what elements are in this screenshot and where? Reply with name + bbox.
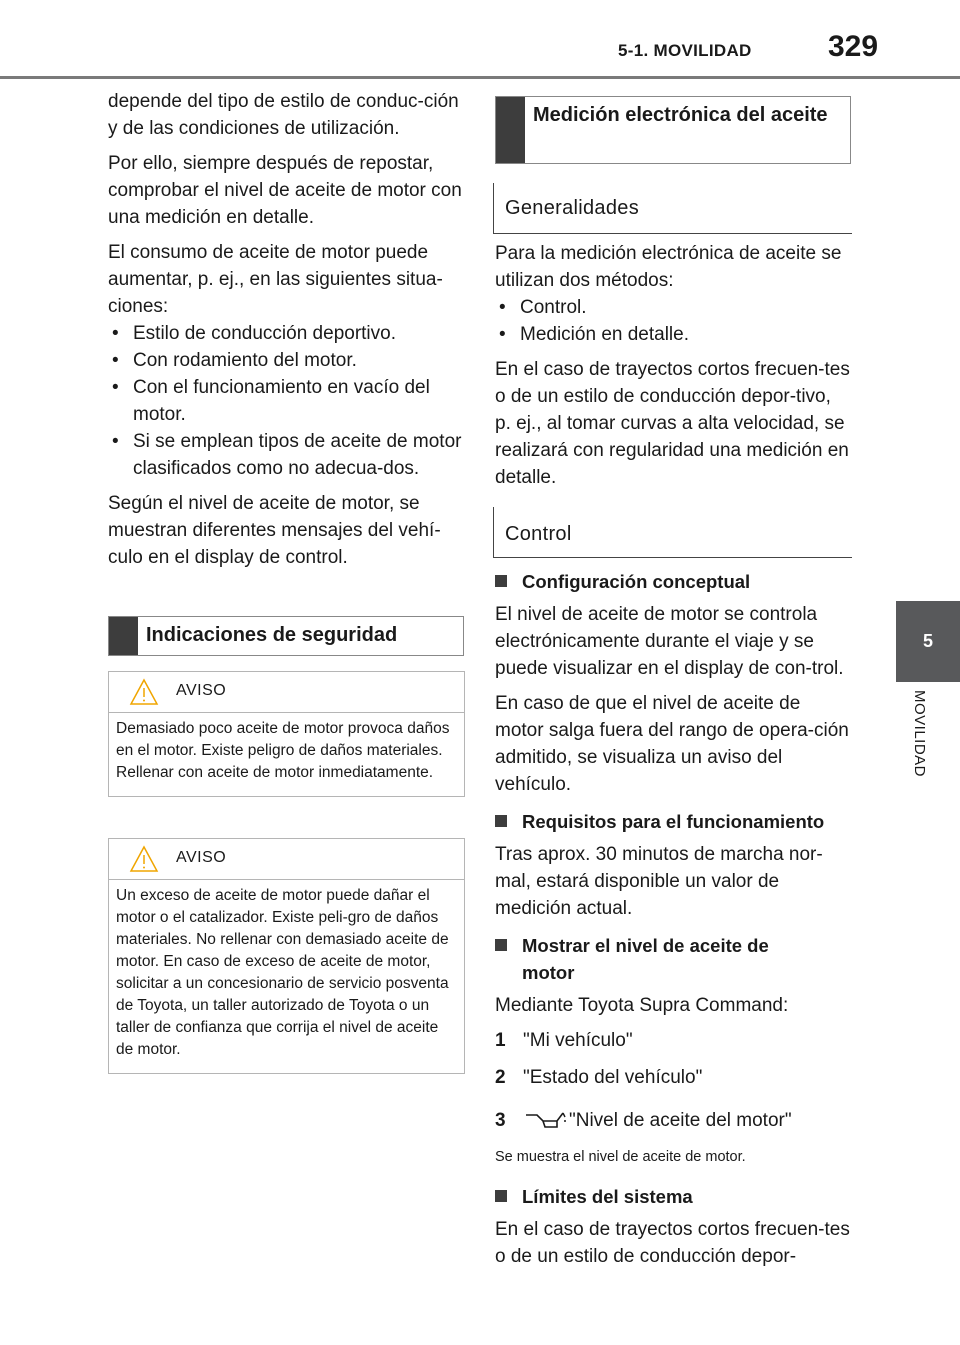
step-number: 3 [495,1110,506,1131]
list-item: • Control. [495,294,851,321]
step-number: 2 [495,1067,506,1088]
warning-label: AVISO [176,682,227,699]
section-marker [109,617,138,655]
section-header: 5-1. MOVILIDAD [618,41,752,60]
oil-can-icon [523,1109,567,1131]
paragraph: Para la medición electrónica de aceite se utilizan dos métodos: [495,243,842,291]
paragraph: El consumo de aceite de motor puede aumentar, p. ej., en las siguientes situa-ciones: [108,242,443,317]
warning-label: AVISO [176,849,227,866]
step-item [495,1027,851,1054]
warning-box [108,671,465,797]
paragraph: Tras aprox. 30 minutos de marcha nor-mal, estará disponible un valor de medición actual. [495,844,823,919]
list-item: • Si se emplean tipos de aceite de motor clasificados como no adecua-dos. [108,428,464,482]
subheading-generalidades [493,183,852,234]
bullet-list [108,320,464,482]
bullet-list [495,294,851,348]
warning-text: Demasiado poco aceite de motor provoca daños en el motor. Existe peligro de daños materiales. Rellenar con aceite de motor inmediatamente. [116,720,450,781]
subsection-heading: Requisitos para el funcionamiento [495,808,851,835]
step-item [495,1064,851,1091]
list-item: • Estilo de conducción deportivo. [108,320,464,347]
right-column-control [495,568,851,1278]
warning-header [109,672,464,713]
paragraph: Mediante Toyota Supra Command: [495,995,789,1016]
subheading-control [493,507,852,558]
warning-box [108,838,465,1074]
section-title: Indicaciones de seguridad [146,624,398,646]
paragraph: depende del tipo de estilo de conduc-ción y de las condiciones de utilización. [108,91,459,139]
right-column-general [495,240,851,499]
paragraph: Por ello, siempre después de repostar, comprobar el nivel de aceite de motor con una medición en detalle. [108,153,462,228]
warning-text: Un exceso de aceite de motor puede dañar el motor o el catalizador. Existe peli-gro de daños materiales. No rellenar con demasiado aceite de motor. En caso de exceso de aceite de motor, solicitar a un concesionario de servicio posventa de Toyota, un taller autorizado de Toyota o un taller de confianza que corrija el nivel de aceite de motor. [116,887,449,1058]
note: Se muestra el nivel de aceite de motor. [495,1149,746,1165]
paragraph: En caso de que el nivel de aceite de motor salga fuera del rango de opera-ción admitido, se visualiza un aviso del vehículo. [495,693,849,795]
subsection-heading: Mostrar el nivel de aceite de motor [495,932,811,986]
paragraph: En el caso de trayectos cortos frecuen-tes o de un estilo de conducción depor- [495,1219,850,1267]
list-item: • Con rodamiento del motor. [108,347,464,374]
subheading-text: Control [505,523,572,545]
step-text: "Mi vehículo" [523,1030,633,1051]
subsection-heading: Límites del sistema [495,1183,851,1210]
subsection-heading: Configuración conceptual [495,568,851,595]
paragraph: Según el nivel de aceite de motor, se muestran diferentes mensajes del vehí-culo en el display de control. [108,493,441,568]
step-text: "Estado del vehículo" [523,1067,703,1088]
warning-triangle-icon [129,845,159,873]
subheading-text: Generalidades [505,197,639,219]
chapter-tab: 5 [896,601,960,682]
warning-triangle-icon [129,678,159,706]
step-item [495,1107,851,1134]
list-item: • Con el funcionamiento en vacío del motor. [108,374,464,428]
section-title: Medición electrónica del aceite [533,104,828,126]
list-item: • Medición en detalle. [495,321,851,348]
chapter-label [903,690,943,810]
paragraph: En el caso de trayectos cortos frecuen-tes o de un estilo de conducción depor-tivo, p. ej., al tomar curvas a alta velocidad, se realizará con regularidad una medición en detalle. [495,359,850,488]
warning-header [109,839,464,880]
section-marker [496,97,525,163]
left-column [108,88,464,579]
step-text: "Nivel de aceite del motor" [569,1110,792,1131]
oil-measurement-section-header [495,96,851,164]
safety-section-header [108,616,464,656]
step-number: 1 [495,1030,506,1051]
chapter-label-text: MOVILIDAD [911,690,928,778]
header-rule [0,76,960,79]
page-number: 329 [828,30,879,63]
paragraph: El nivel de aceite de motor se controla electrónicamente durante el viaje y se puede visualizar en el display de con-trol. [495,604,844,679]
